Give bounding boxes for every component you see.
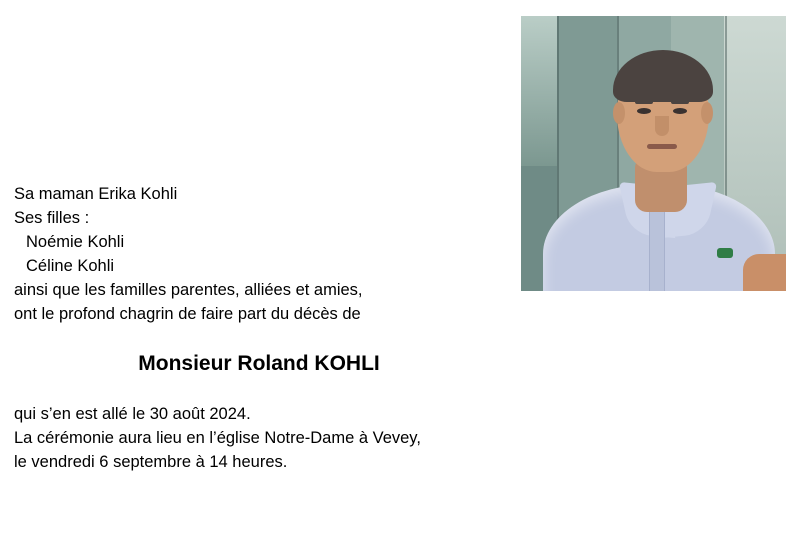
subject-nose	[655, 116, 669, 136]
family-line-announcement: ont le profond chagrin de faire part du décès de	[14, 305, 361, 323]
photo-background	[521, 16, 786, 291]
obituary-text	[14, 182, 514, 474]
family-line-relatives: ainsi que les familles parentes, alliées et amies,	[14, 281, 363, 299]
subject-ear-right	[701, 102, 713, 124]
subject-eyebrow-right	[671, 100, 689, 104]
ceremony-details	[14, 402, 514, 474]
closing-line-ceremony-place: La cérémonie aura lieu en l’église Notre-Dame à Vevey,	[14, 429, 421, 447]
family-line-mother: Sa maman Erika Kohli	[14, 185, 178, 203]
subject-shirt-logo	[717, 248, 733, 258]
subject-eye-left	[637, 108, 651, 114]
closing-line-passing: qui s’en est allé le 30 août 2024.	[14, 405, 251, 423]
family-line-daughter-2: Céline Kohli	[26, 257, 115, 275]
subject-arm	[743, 254, 786, 291]
subject-eyebrow-left	[635, 100, 653, 104]
photo-subject	[521, 16, 786, 291]
subject-ear-left	[613, 102, 625, 124]
subject-shirt-placket	[649, 212, 665, 291]
subject-hair	[613, 50, 713, 102]
subject-mouth	[647, 144, 677, 149]
subject-eye-right	[673, 108, 687, 114]
family-line-daughter-1: Noémie Kohli	[26, 233, 125, 251]
deceased-name: Monsieur Roland KOHLI	[138, 352, 380, 375]
family-list	[14, 182, 514, 326]
portrait-photo	[521, 16, 786, 291]
family-line-daughters-label: Ses filles :	[14, 209, 90, 227]
closing-line-ceremony-time: le vendredi 6 septembre à 14 heures.	[14, 453, 288, 471]
